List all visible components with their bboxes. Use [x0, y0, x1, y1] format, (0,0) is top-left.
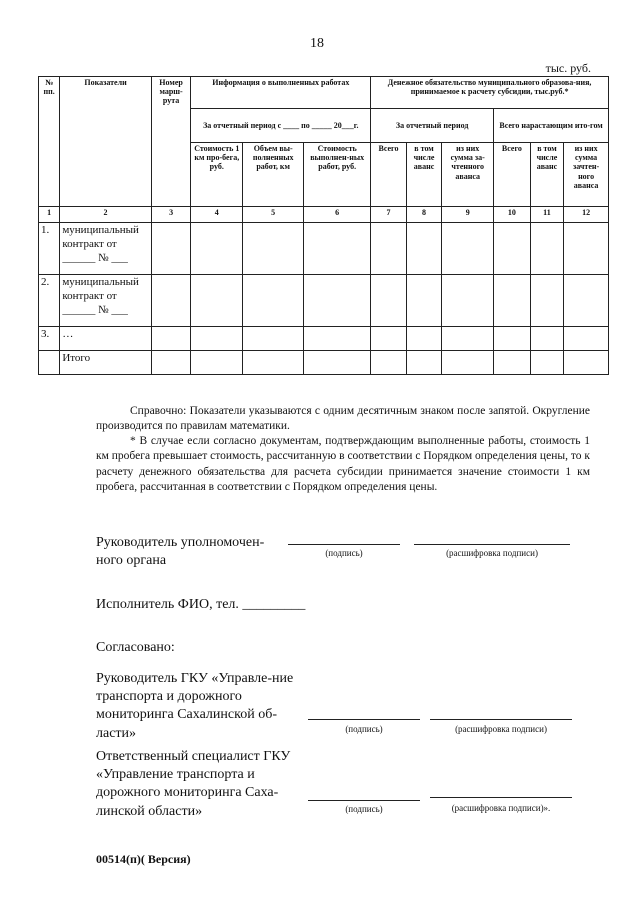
specialist-label: Ответственный специалист ГКУ «Управление транспорта и дорожного мониторинга Саха-линской области» — [96, 749, 291, 819]
table-row — [39, 275, 609, 327]
page-number: 18 — [310, 36, 324, 51]
header-incl-advance: в том числе аванс — [406, 143, 442, 207]
note-reference: Справочно: Показатели указываются с одним десятичным знаком после запятой. Округление производится по правилам математики. — [96, 405, 590, 433]
column-numbers-row — [39, 207, 609, 223]
col-number: 5 — [243, 207, 304, 223]
header-num: № пп. — [39, 77, 60, 207]
row-number — [39, 351, 60, 375]
col-number: 12 — [564, 207, 609, 223]
col-number: 2 — [60, 207, 151, 223]
row-label: муниципальный контракт от ______ № ___ — [60, 223, 151, 275]
decode-caption: (расшифровка подписи) — [446, 548, 538, 558]
table-row-total — [39, 351, 609, 375]
decode-line — [430, 797, 572, 798]
decode-line — [430, 719, 572, 720]
header-total: Всего — [371, 143, 407, 207]
decode-caption: (расшифровка подписи)». — [451, 803, 551, 813]
header-total-cumulative: Всего — [494, 143, 531, 207]
row-number: 2. — [39, 275, 60, 327]
executor-line: Исполнитель ФИО, тел. _________ — [96, 597, 306, 612]
agreed-label: Согласовано: — [96, 640, 175, 655]
decode-line — [414, 544, 570, 545]
signature-caption: (подпись) — [345, 724, 383, 734]
decode-caption: (расшифровка подписи) — [455, 724, 547, 734]
col-number: 6 — [304, 207, 371, 223]
col-number: 8 — [406, 207, 442, 223]
col-number: 11 — [530, 207, 564, 223]
header-incl-advance-cumulative: в том числе аванс — [530, 143, 564, 207]
header-period-range: За отчетный период с ____ по _____ 20___г. — [191, 109, 371, 143]
subsidy-table — [38, 76, 609, 375]
header-cumulative: Всего нарастающим ито-гом — [494, 109, 609, 143]
unit-label: тыс. руб. — [545, 61, 591, 75]
header-cost-km: Стоимость 1 км про-бега, руб. — [191, 143, 243, 207]
gku-head-label: Руководитель ГКУ «Управле-ние транспорта и дорожного мониторинга Сахалинской об-ласти» — [96, 671, 294, 741]
signature-line — [308, 800, 420, 801]
col-number: 10 — [494, 207, 531, 223]
document-code: 00514(п)( Версия) — [96, 852, 191, 866]
header-offset-advance: из них сумма за-чтенного аванса — [442, 143, 494, 207]
table-row — [39, 327, 609, 351]
signature-caption: (подпись) — [325, 548, 363, 558]
header-offset-advance-cumulative: из них сумма зачтен-ного аванса — [564, 143, 609, 207]
header-period: За отчетный период — [371, 109, 494, 143]
signature-line — [308, 719, 420, 720]
row-number: 3. — [39, 327, 60, 351]
row-label: Итого — [60, 351, 151, 375]
col-number: 7 — [371, 207, 407, 223]
signature-line — [288, 544, 400, 545]
header-work-info: Информация о выполненных работах — [191, 77, 371, 109]
row-number: 1. — [39, 223, 60, 275]
col-number: 4 — [191, 207, 243, 223]
header-indicators: Показатели — [60, 77, 151, 207]
note-footnote: * В случае если согласно документам, подтверждающим выполненные работы, стоимость 1 км пробега превышает стоимость, рассчитанную в соответствии с Порядком определения цены, то к расчету денежного обязательства для расчета субсидии принимается значение стоимости 1 км пробега, рассчитанная в соответствии с Порядком определения цены. — [96, 435, 590, 494]
col-number: 3 — [151, 207, 191, 223]
col-number: 1 — [39, 207, 60, 223]
row-label: … — [60, 327, 151, 351]
table-row — [39, 223, 609, 275]
header-route: Номер марш-рута — [151, 77, 191, 207]
header-cost-work: Стоимость выполнен-ных работ, руб. — [304, 143, 371, 207]
head-label: Руководитель уполномочен-ного органа — [96, 535, 265, 569]
signature-caption: (подпись) — [345, 804, 383, 814]
header-volume: Объем вы-полненных работ, км — [243, 143, 304, 207]
header-money: Денежное обязательство муниципального образова-ния, принимаемое к расчету субсидии, тыс.руб.* — [371, 77, 609, 109]
row-label: муниципальный контракт от ______ № ___ — [60, 275, 151, 327]
col-number: 9 — [442, 207, 494, 223]
